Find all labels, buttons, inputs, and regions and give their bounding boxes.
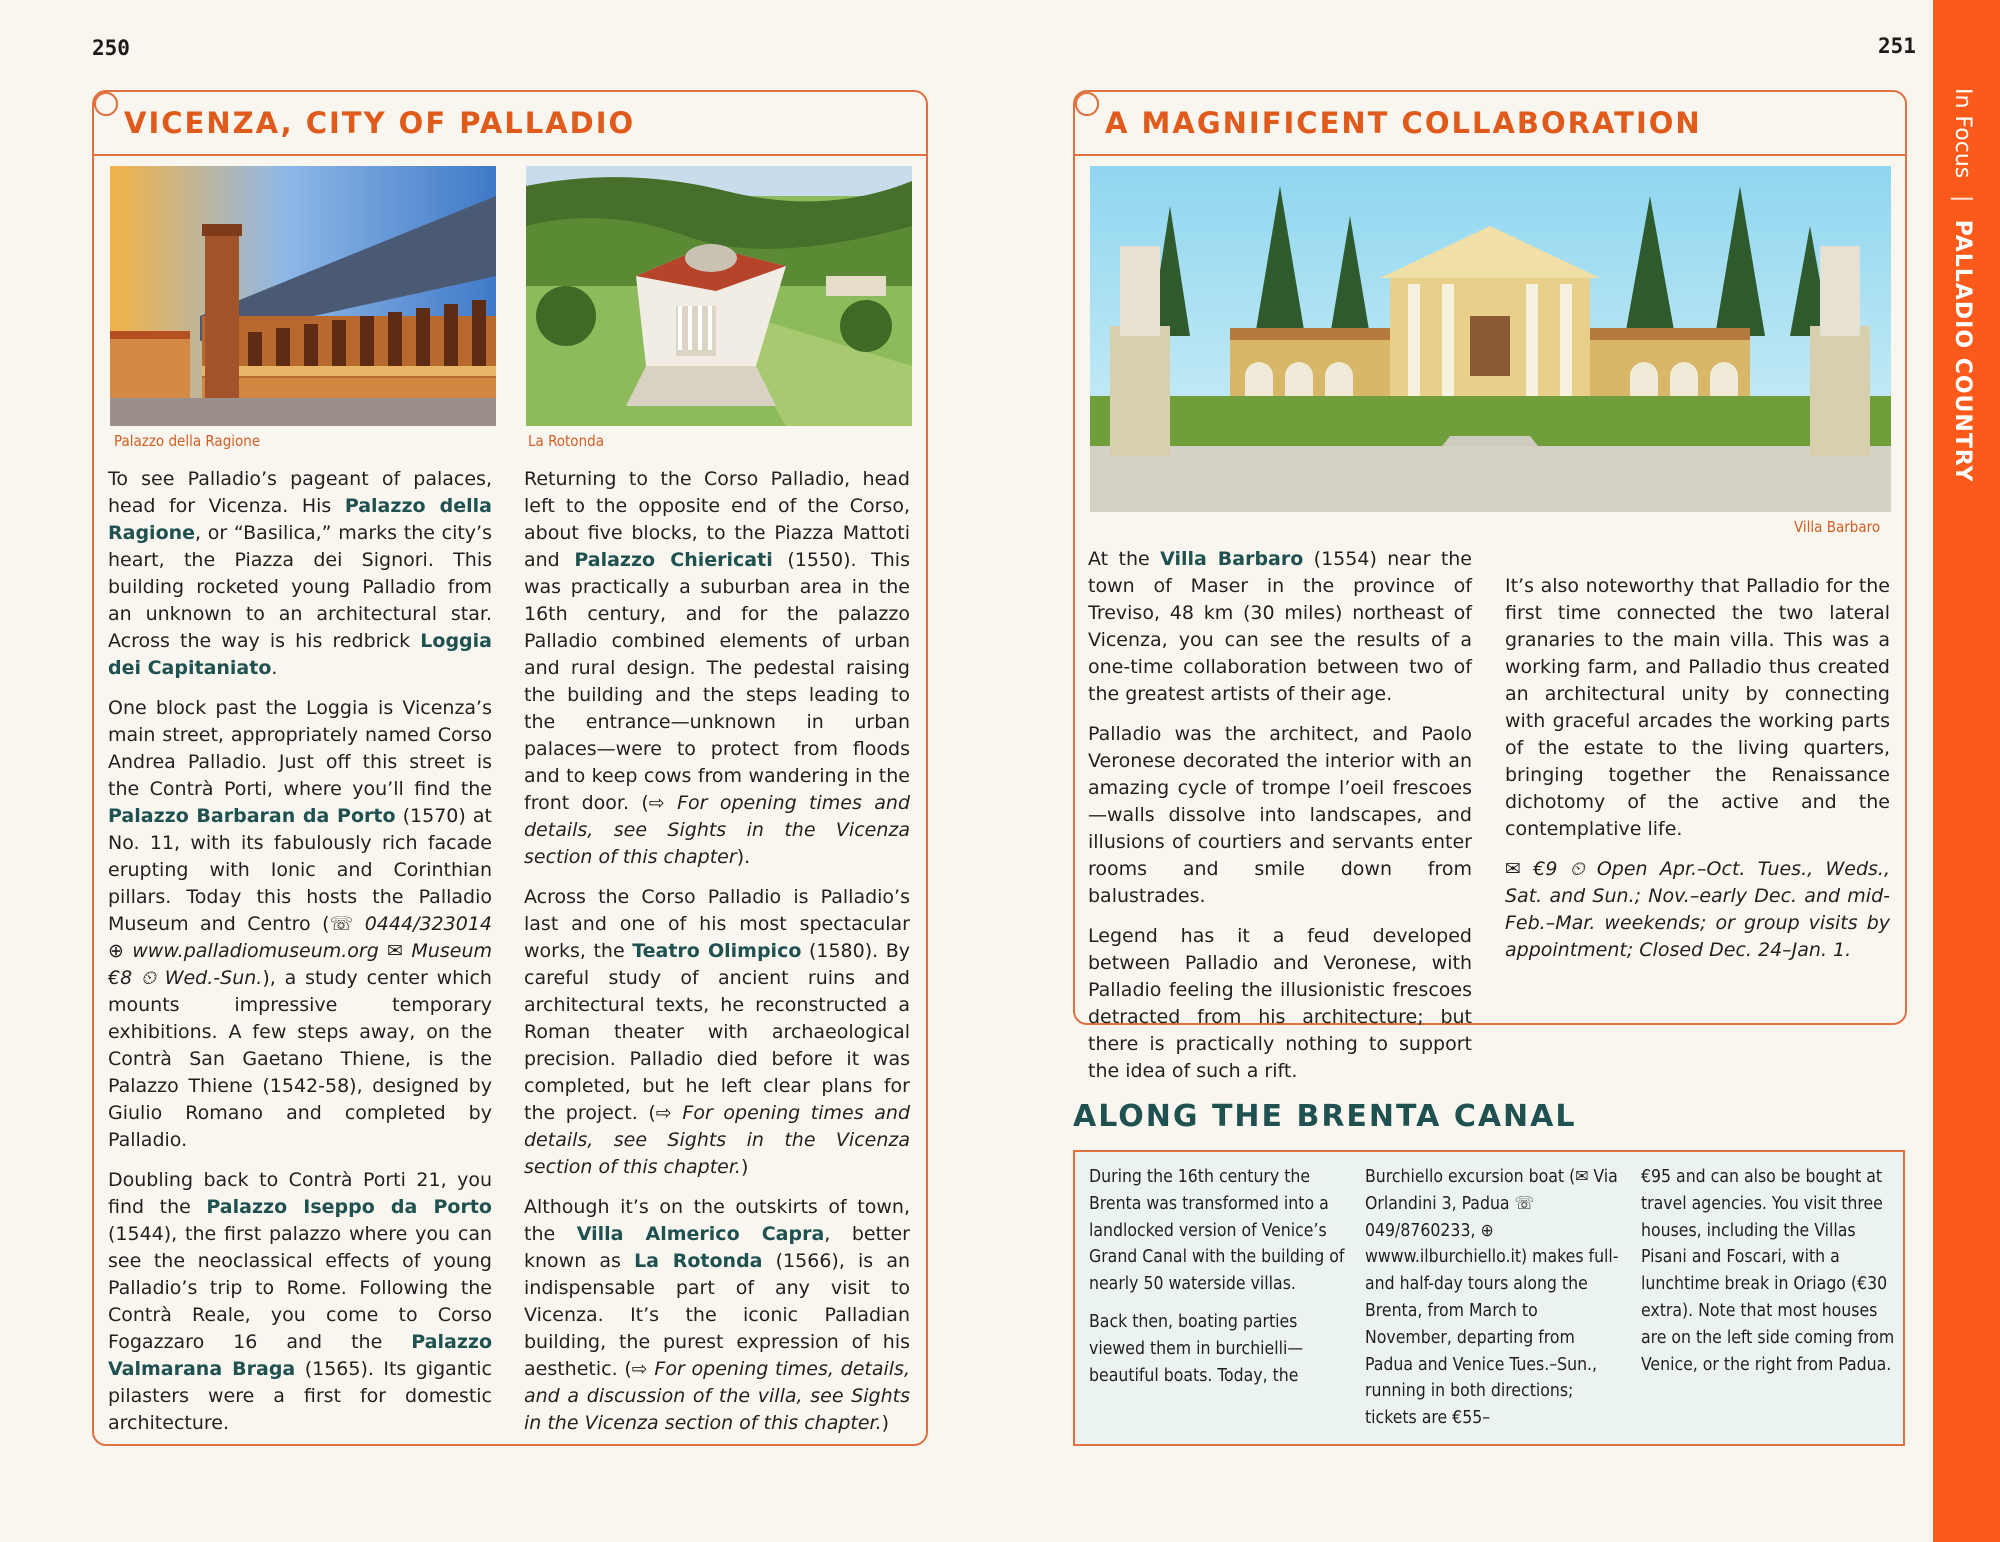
brenta-canal-title: ALONG THE BRENTA CANAL [1073,1099,1577,1134]
vicenza-column-2 [524,466,910,1450]
brenta-column-2 [1365,1164,1627,1443]
vicenza-c2-paragraph-3: Although it’s on the outskirts of town, the Villa Almerico Capra, better known as La Rotonda (1566), is an indispensable part of any visit to Vicenza. It’s the iconic Palladian building, the purest expression of his aesthetic. (⇨ For opening times, details, and a discussion of the villa, see Sights in the Vicenza section of this chapter.) [524,1196,911,1434]
rotonda-cross-reference: ⇨ For opening times, details, and a discussion of the villa, see Sights in the Vicenza section of this chapter. [524,1358,910,1434]
collab-c1-paragraph-1: At the Villa Barbaro (1554) near the town of Maser in the province of Treviso, 48 km (30 miles) northeast of Vicenza, you can see the results of a one-time collaboration between two of the greatest artists of their age. [1088,548,1473,705]
vicenza-c1-paragraph-1: To see Palladio’s pageant of palaces, head for Vicenza. His Palazzo della Ragione, or “Basilica,” marks the city’s heart, the Piazza dei Signori. This building rocketed young Palladio from an unknown to an architectural star. Across the way is his redbrick Loggia dei Capitaniato. [108,468,492,679]
la-rotonda-photo [526,166,912,426]
collaboration-column-1 [1088,546,1472,1098]
collaboration-header-bar [1075,92,1905,156]
villa-barbaro-photo [1090,166,1891,512]
sidebar-label [1950,88,1975,483]
vicenza-c1-paragraph-2: One block past the Loggia is Vicenza’s main street, appropriately named Corso Andrea Palladio. Just off this street is the Contrà Porti, where you’ll find the Palazzo Barbaran da Porto (1570) at No. 11, with its fabulously rich facade erupting with Ionic and Corinthian pillars. Today this hosts the Palladio Museum and Centro (☏ 0444/323014 ⊕ www.palladiomuseum.org ✉ Museum €8 ⏲ Wed.-Sun.), a study center which mounts impressive temporary exhibitions. A few steps away, on the Contrà San Gaetano Thiene, is the Palazzo Thiene (1542-58), designed by Giulio Romano and completed by Palladio. [108,697,492,1151]
collab-c1-paragraph-2: Palladio was the architect, and Paolo Veronese decorated the interior with an amazing cycle of trompe l’oeil frescoes—walls dissolve into landscapes, and illusions of courtiers and servants enter rooms and smile down from balustrades. [1088,723,1472,907]
vicenza-header-bar [94,92,926,156]
brenta-c1-paragraph-2: Back then, boating parties viewed them in burchielli—beautiful boats. Today, the [1089,1311,1304,1386]
villa-almerico-capra-name: Villa Almerico Capra [576,1223,825,1245]
sidebar-section: In Focus [1950,88,1975,179]
la-rotonda-name: La Rotonda [634,1250,763,1272]
collab-c2-paragraph-1: It’s also noteworthy that Palladio for the first time connected the two lateral granaries to the main villa. This was a working farm, and Palladio thus created an architectural unity by connecting with graceful arcades the working parts of the estate to the living quarters, bringing together the Renaissance dichotomy of the active and the contemplative life. [1505,575,1890,840]
collaboration-column-2 [1505,573,1890,977]
brenta-c1-paragraph-1: During the 16th century the Brenta was transformed into a landlocked version of Venice’s Grand Canal with the building of nearly 50 waterside villas. [1089,1167,1345,1295]
vicenza-c2-paragraph-1: Returning to the Corso Palladio, head left to the opposite end of the Corso, about five blocks, to the Piazza Mattoti and Palazzo Chiericati (1550). This was practically a suburban area in the 16th century, and for the palazzo Palladio combined elements of urban and rural design. The pedestal raising the building and the steps leading to the entrance—unknown in urban palaces—were to protect from floods and to keep cows from wandering in the front door. (⇨ For opening times and details, see Sights in the Vicenza section of this chapter). [524,468,911,868]
vicenza-column-1 [108,466,492,1450]
vicenza-c1-paragraph-3: Doubling back to Contrà Porti 21, you find the Palazzo Iseppo da Porto (1544), the first palazzo where you can see the neoclassical effects of young Palladio’s trip to Rome. Following the Contrà Reale, you come to Corso Fogazzaro 16 and the Palazzo Valmarana Braga (1565). Its gigantic pilasters were a first for domestic architecture. [108,1169,492,1434]
right-page-number: 251 [1878,34,1916,58]
vicenza-c2-paragraph-2: Across the Corso Palladio is Palladio’s last and one of his most spectacular works, the Teatro Olimpico (1580). By careful study of ancient ruins and architectural texts, he reconstructed a Roman theater with archaeological precision. Palladio died before it was completed, but he left clear plans for the project. (⇨ For opening times and details, see Sights in the Vicenza section of this chapter.) [524,886,911,1178]
brenta-canal-box [1073,1150,1905,1446]
villa-barbaro-caption: Villa Barbaro [1794,518,1881,536]
palladio-museum-info: ☏ 0444/323014 ⊕ www.palladiomuseum.org ✉ Museum €8 ⏲ Wed.-Sun. [108,913,492,989]
palazzo-chiericati-name: Palazzo Chiericati [574,549,773,571]
sidebar-chapter: PALLADIO COUNTRY [1950,219,1975,483]
chiericati-cross-reference: ⇨ For opening times and details, see Sights in the Vicenza section of this chapter [524,792,911,868]
palazzo-della-ragione-photo [110,166,496,426]
palazzo-della-ragione-caption: Palazzo della Ragione [114,432,261,450]
brenta-c3-paragraph: €95 and can also be bought at travel agencies. You visit three houses, including the Villas Pisani and Foscari, with a lunchtime break in Oriago (€30 extra). Note that most houses are on the left side coming from Venice, or the right from Padua. [1641,1167,1895,1375]
la-rotonda-caption: La Rotonda [528,432,604,450]
olimpico-cross-reference: ⇨ For opening times and details, see Sights in the Vicenza section of this chapter. [524,1102,911,1178]
vicenza-title: VICENZA, CITY OF PALLADIO [124,106,636,140]
brenta-c2-paragraph: Burchiello excursion boat (✉ Via Orlandini 3, Padua ☏ 049/8760233, ⊕ wwww.ilburchiello.it) makes full- and half-day tours along the Brenta, from March to November, departing from Padua and Venice Tues.–Sun., running in both directions; tickets are €55– [1365,1167,1619,1429]
palazzo-barbaran-name: Palazzo Barbaran da Porto [108,805,396,827]
palazzo-valmarana-name: Palazzo Valmarana Braga [108,1331,492,1380]
brenta-column-1 [1089,1164,1351,1400]
left-page-number: 250 [92,36,130,60]
teatro-olimpico-name: Teatro Olimpico [632,940,802,962]
collaboration-title: A MAGNIFICENT COLLABORATION [1105,106,1702,140]
sidebar-separator: | [1950,195,1975,203]
brenta-column-3 [1641,1164,1903,1389]
loggia-dei-capitaniato-name: Loggia dei Capitaniato [108,630,492,679]
villa-barbaro-name: Villa Barbaro [1160,548,1304,570]
villa-barbaro-visit-info: ✉ €9 ⏲ Open Apr.–Oct. Tues., Weds., Sat. and Sun.; Nov.–early Dec. and mid-Feb.–Mar. weekends; or group visits by appointment; Closed Dec. 24–Jan. 1. [1505,858,1890,961]
palazzo-della-ragione-name: Palazzo della Ragione [108,495,492,544]
collab-c1-paragraph-3: Legend has it a feud developed between Palladio and Veronese, with Palladio feeling the illusionistic frescoes detracted from his architecture; but there is practically nothing to support the idea of such a rift. [1088,925,1472,1082]
palazzo-iseppo-name: Palazzo Iseppo da Porto [206,1196,492,1218]
